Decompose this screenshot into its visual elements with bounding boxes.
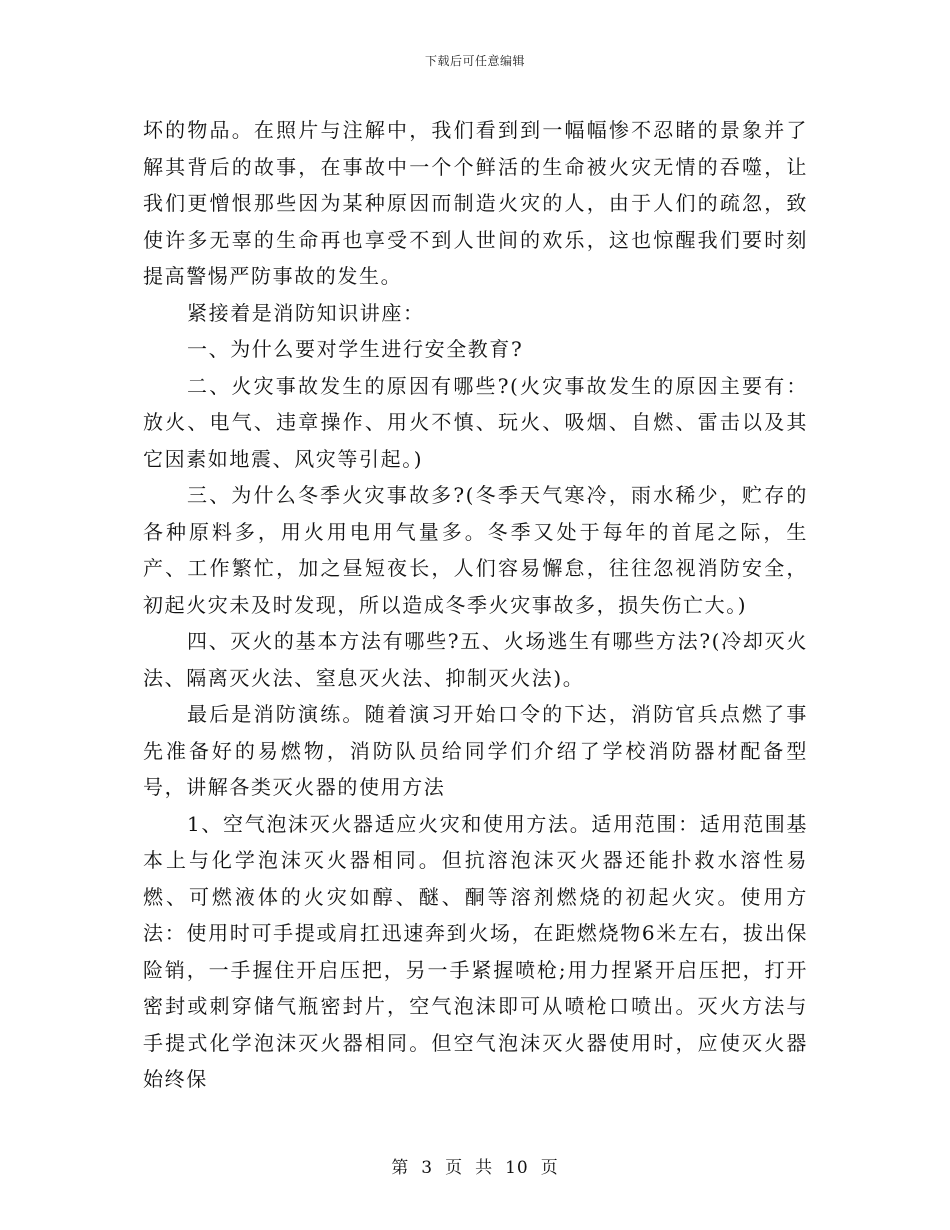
page-suffix: 页 bbox=[540, 1158, 559, 1178]
paragraph: 三、为什么冬季火灾事故多?(冬季天气寒冷，雨水稀少，贮存的各种原料多，用火用电用气量多。冬季又处于每年的首尾之际，生产、工作繁忙，加之昼短夜长，人们容易懈怠，往往忽视消防安全，初起火灾未及时发现，所以造成冬季火灾事故多，损失伤亡大。) bbox=[143, 483, 808, 617]
paragraph: 1、空气泡沫灭火器适应火灾和使用方法。适用范围：适用范围基本上与化学泡沫灭火器相同。但抗溶泡沫灭火器还能扑救水溶性易燃、可燃液体的火灾如醇、醚、酮等溶剂燃烧的初起火灾。使用方法：使用时可手提或肩扛迅速奔到火场，在距燃烧物6米左右，拔出保险销，一手握住开启压把，另一手紧握喷枪;用力捏紧开启压把，打开密封或刺穿储气瓶密封片，空气泡沫即可从喷枪口喷出。灭火方法与手提式化学泡沫灭火器相同。但空气泡沫灭火器使用时，应使灭火器始终保 bbox=[143, 811, 808, 1091]
page-total: 10 bbox=[505, 1158, 529, 1178]
paragraph: 紧接着是消防知识讲座： bbox=[187, 300, 425, 325]
document-body bbox=[143, 112, 808, 1098]
page-prefix: 第 bbox=[391, 1158, 410, 1178]
page-current: 3 bbox=[421, 1158, 434, 1178]
paragraph: 坏的物品。在照片与注解中，我们看到到一幅幅惨不忍睹的景象并了解其背后的故事，在事故中一个个鲜活的生命被火灾无情的吞噬，让我们更憎恨那些因为某种原因而制造火灾的人，由于人们的疏忽，致使许多无辜的生命再也享受不到人世间的欢乐，这也惊醒我们要时刻提高警惕严防事故的发生。 bbox=[143, 118, 808, 288]
paragraph: 最后是消防演练。随着演习开始口令的下达，消防官兵点燃了事先准备好的易燃物，消防队员给同学们介绍了学校消防器材配备型号，讲解各类灭火器的使用方法 bbox=[143, 702, 808, 799]
paragraph: 二、火灾事故发生的原因有哪些?(火灾事故发生的原因主要有：放火、电气、违章操作、用火不慎、玩火、吸烟、自燃、雷击以及其它因素如地震、风灾等引起。) bbox=[143, 373, 808, 471]
page-number-footer bbox=[0, 1153, 950, 1178]
page-total-prefix: 共 bbox=[475, 1158, 494, 1178]
paragraph: 一、为什么要对学生进行安全教育? bbox=[187, 337, 524, 361]
paragraph: 四、灭火的基本方法有哪些?五、火场逃生有哪些方法?(冷却灭火法、隔离灭火法、窒息灭火法、抑制灭火法)。 bbox=[143, 629, 808, 690]
page-mid: 页 bbox=[445, 1158, 464, 1178]
page-header-note: 下载后可任意编辑 bbox=[424, 54, 525, 68]
